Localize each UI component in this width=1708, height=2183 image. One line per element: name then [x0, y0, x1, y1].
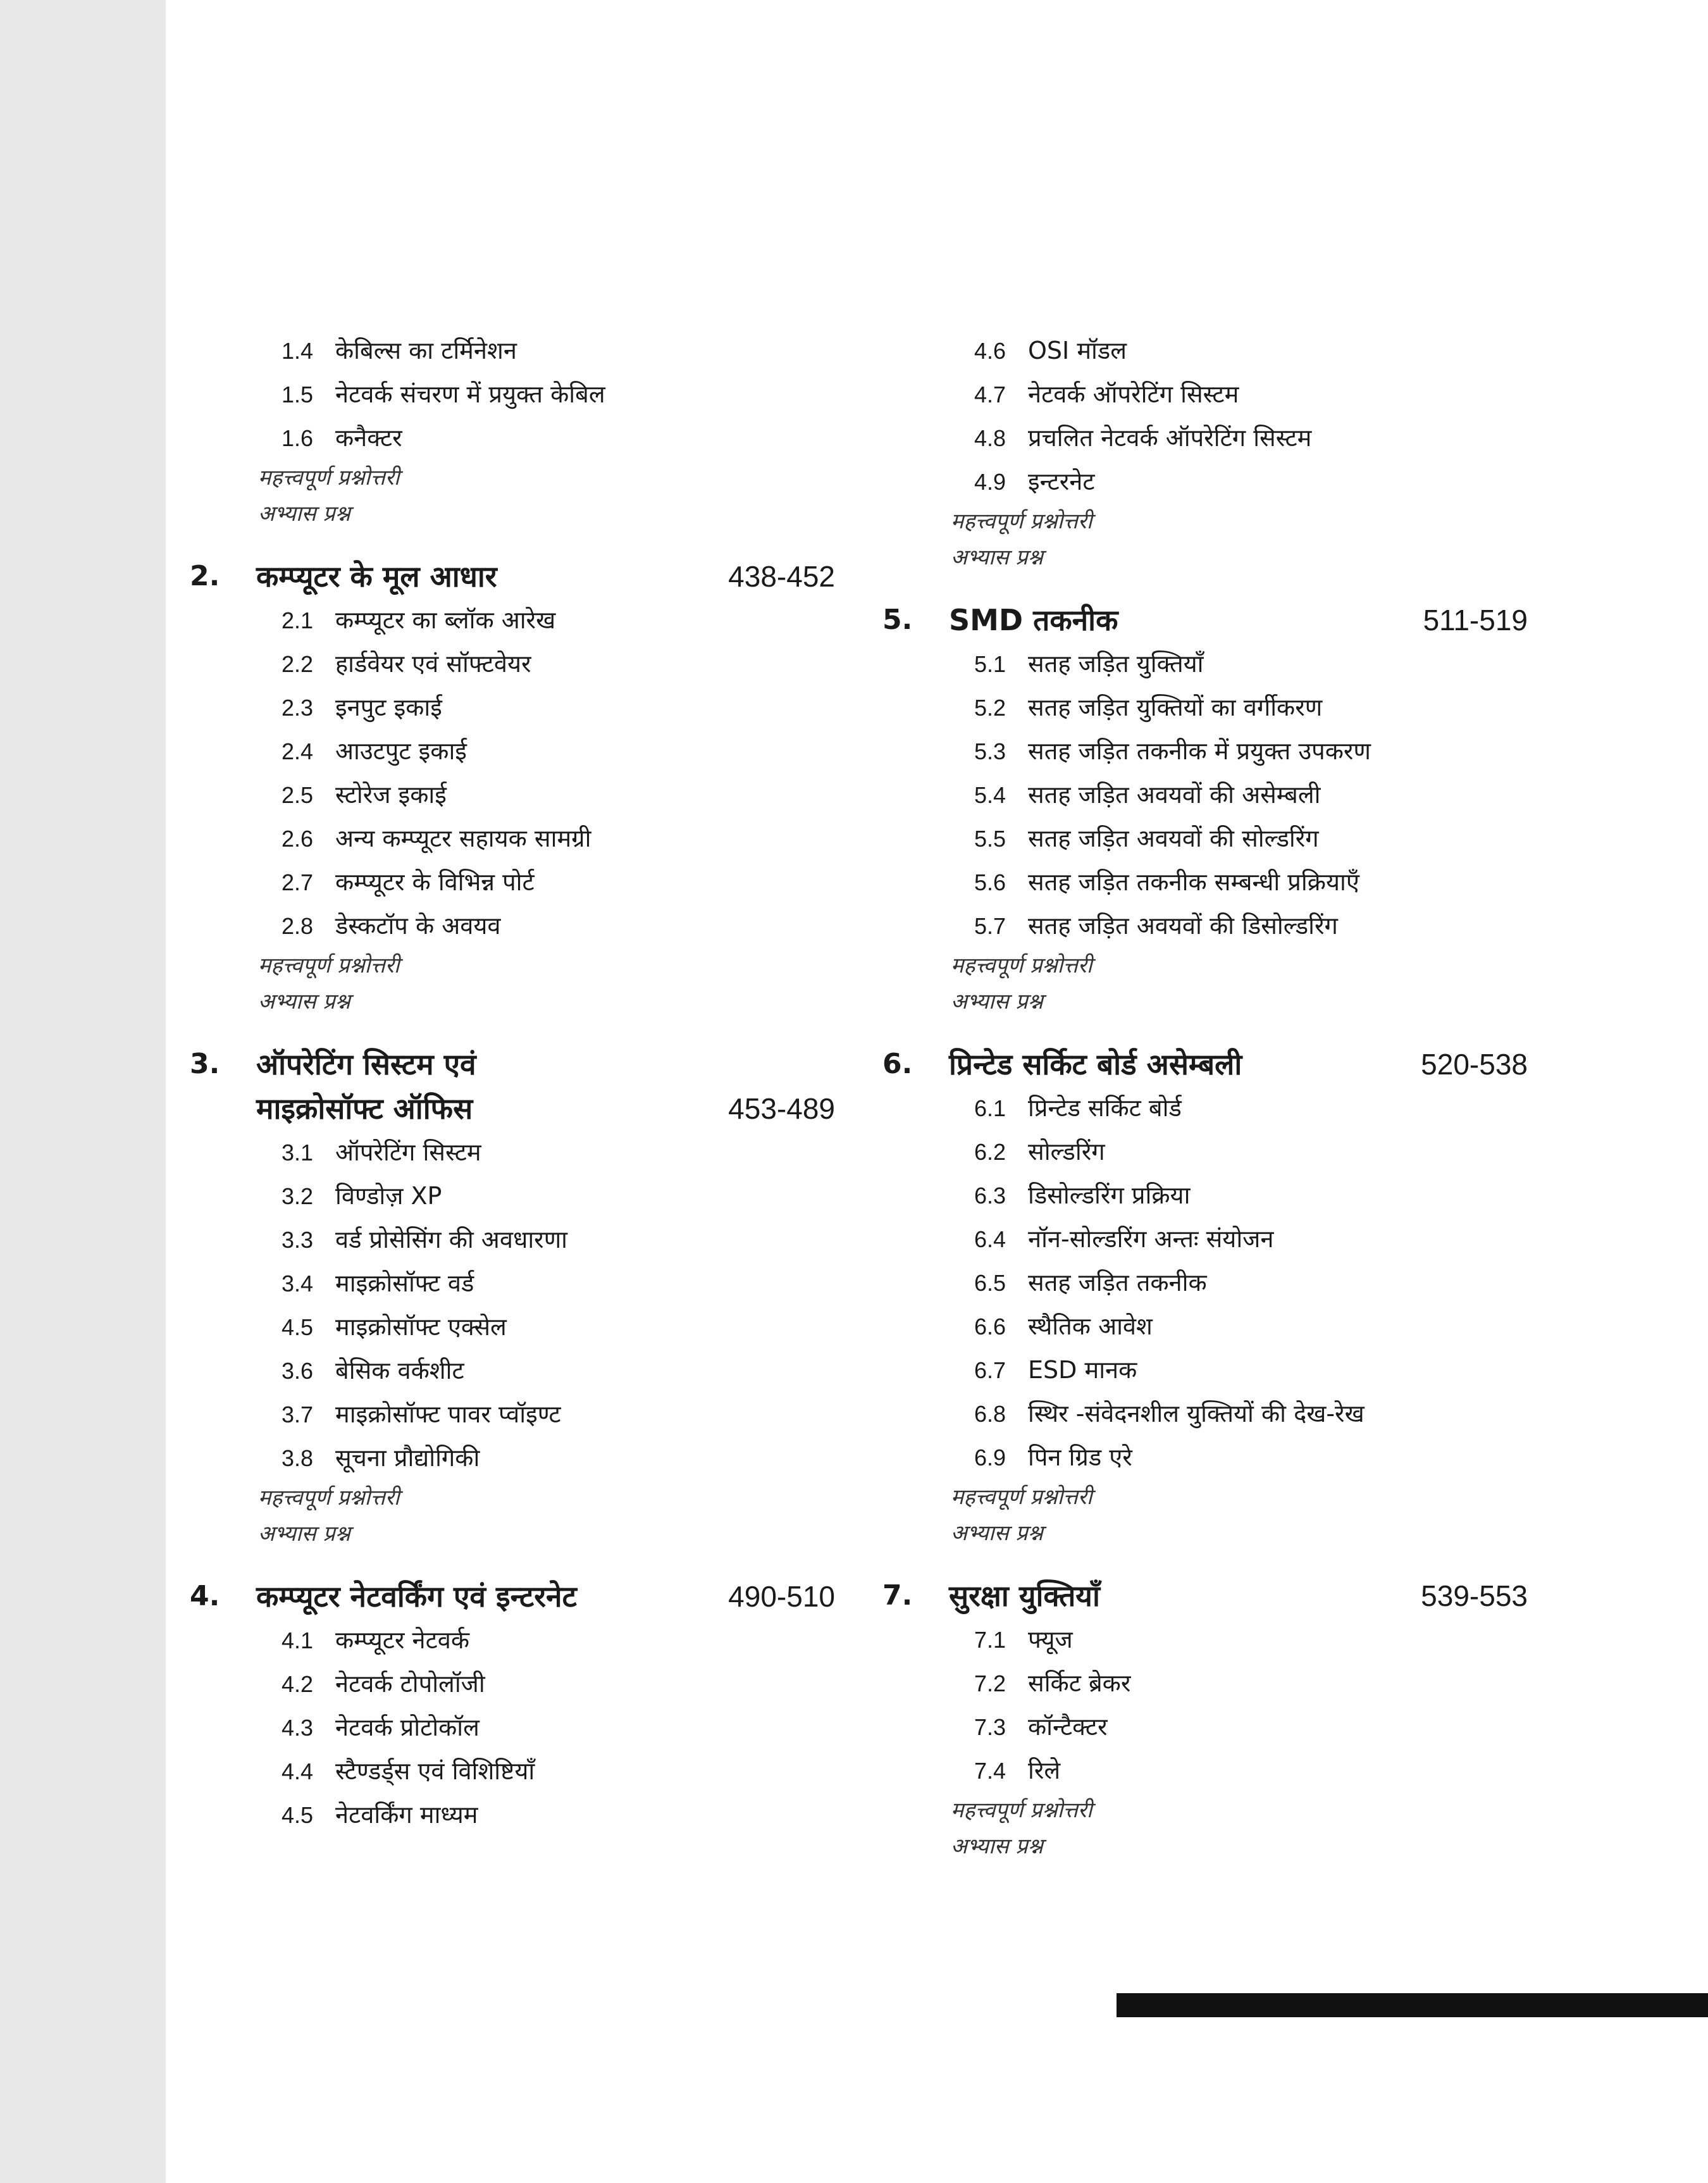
important-qa-label: महत्त्वपूर्ण प्रश्नोत्तरी: [258, 465, 400, 490]
item-number: 3.3: [282, 1227, 314, 1253]
chapter-6: [882, 1042, 1528, 1552]
chapter-heading[interactable]: [882, 1042, 1528, 1086]
item-number: 5.3: [974, 738, 1006, 764]
item-title: सतह जड़ित अवयवों की असेम्बली: [1028, 781, 1321, 809]
footer-bar: [1117, 1993, 1708, 2017]
item-number: 6.2: [974, 1139, 1006, 1165]
important-qa-label: महत्त्वपूर्ण प्रश्नोत्तरी: [951, 1798, 1092, 1823]
chapter-page-range: 511-519: [1423, 604, 1528, 637]
page-margin-strip: [0, 0, 166, 2183]
item-title: माइक्रोसॉफ्ट पावर प्वॉइण्ट: [335, 1400, 561, 1428]
item-title: रिले: [1028, 1757, 1061, 1784]
chapter-items: [190, 1619, 835, 1837]
toc-item[interactable]: [882, 817, 1528, 861]
item-number: 4.5: [282, 1314, 314, 1340]
item-number: 5.2: [974, 695, 1006, 721]
toc-item[interactable]: [190, 1750, 835, 1793]
item-number: 2.5: [282, 782, 314, 808]
item-number: 6.4: [974, 1226, 1006, 1252]
item-number: 2.4: [282, 738, 314, 764]
item-title: सतह जड़ित तकनीक: [1028, 1269, 1207, 1297]
item-number: 2.3: [282, 695, 314, 721]
item-number: 3.7: [282, 1402, 314, 1427]
toc-item[interactable]: [882, 642, 1528, 686]
toc-item[interactable]: [190, 1662, 835, 1706]
toc-item[interactable]: [882, 773, 1528, 817]
item-title: नेटवर्किंग माध्यम: [335, 1801, 478, 1829]
toc-item[interactable]: [190, 373, 835, 416]
chapter-page-range: 520-538: [1421, 1048, 1528, 1081]
toc-item[interactable]: [190, 329, 835, 373]
item-number: 4.3: [282, 1715, 314, 1741]
toc-item[interactable]: [882, 904, 1528, 948]
chapter-number: 2.: [190, 560, 220, 592]
item-number: 2.1: [282, 607, 314, 633]
item-title: कॉन्टैक्टर: [1028, 1713, 1108, 1741]
item-number: 7.2: [974, 1670, 1006, 1696]
toc-item[interactable]: [882, 460, 1528, 504]
important-qa-label: महत्त्वपूर्ण प्रश्नोत्तरी: [951, 1484, 1092, 1510]
item-title: डेस्कटॉप के अवयव: [335, 912, 501, 940]
item-title: सतह जड़ित अवयवों की डिसोल्डरिंग: [1028, 912, 1338, 940]
item-title: इनपुट इकाई: [335, 693, 442, 721]
toc-item[interactable]: [882, 1436, 1528, 1479]
chapter-title: प्रिन्टेड सर्किट बोर्ड असेम्बली: [949, 1047, 1242, 1081]
toc-item[interactable]: [190, 1436, 835, 1480]
item-number: 6.7: [974, 1357, 1006, 1383]
item-number: 4.6: [974, 338, 1006, 364]
toc-item[interactable]: [882, 686, 1528, 730]
chapter-4: [190, 1574, 835, 1837]
item-number: 2.7: [282, 869, 314, 895]
item-title: सोल्डरिंग: [1028, 1138, 1105, 1166]
chapter-items: [190, 599, 835, 948]
item-number: 4.8: [974, 425, 1006, 451]
important-qa-label: महत्त्वपूर्ण प्रश्नोत्तरी: [258, 953, 400, 978]
item-number: 5.6: [974, 869, 1006, 895]
chapter-title: [256, 1042, 476, 1131]
item-number: 4.9: [974, 469, 1006, 495]
item-title: पिन ग्रिड एरे: [1028, 1443, 1132, 1471]
item-title: अन्य कम्प्यूटर सहायक सामग्री: [335, 824, 591, 852]
item-title: प्रचलित नेटवर्क ऑपरेटिंग सिस्टम: [1028, 424, 1312, 452]
item-title: स्थिर -संवेदनशील युक्तियों की देख-रेख: [1028, 1400, 1365, 1427]
item-number: 6.3: [974, 1183, 1006, 1209]
chapter-title: कम्प्यूटर नेटवर्किंग एवं इन्टरनेट: [256, 1579, 577, 1614]
continued-items: [882, 329, 1528, 504]
toc-item[interactable]: [190, 1305, 835, 1349]
toc-item[interactable]: [882, 373, 1528, 416]
item-title: हार्डवेयर एवं सॉफ्टवेयर: [335, 650, 531, 678]
item-title: कम्प्यूटर का ब्लॉक आरेख: [335, 606, 556, 634]
toc-item[interactable]: [190, 773, 835, 817]
continued-items: [190, 329, 835, 460]
item-title: डिसोल्डरिंग प्रक्रिया: [1028, 1181, 1191, 1209]
chapter-items: [882, 1618, 1528, 1793]
item-title: OSI मॉडल: [1028, 337, 1127, 364]
item-number: 6.8: [974, 1401, 1006, 1427]
chapter-2: [190, 554, 835, 1020]
item-title: सतह जड़ित युक्तियाँ: [1028, 650, 1204, 678]
item-number: 5.5: [974, 826, 1006, 852]
toc-item[interactable]: [882, 1618, 1528, 1662]
toc-item[interactable]: [882, 1348, 1528, 1392]
item-title: सतह जड़ित अवयवों की सोल्डरिंग: [1028, 824, 1319, 852]
chapter-3: [190, 1042, 835, 1552]
toc-item[interactable]: [882, 1217, 1528, 1261]
item-title: सतह जड़ित तकनीक में प्रयुक्त उपकरण: [1028, 737, 1371, 765]
chapter-title-line-1: ऑपरेटिंग सिस्टम एवं: [256, 1047, 476, 1081]
item-title: इन्टरनेट: [1028, 468, 1095, 495]
chapter-title: सुरक्षा युक्तियाँ: [949, 1579, 1100, 1613]
item-title: ऑपरेटिंग सिस्टम: [335, 1138, 481, 1166]
item-title: ESD मानक: [1028, 1356, 1137, 1384]
toc-right-column: [882, 329, 1528, 1865]
toc-item[interactable]: [190, 686, 835, 730]
toc-item[interactable]: [190, 642, 835, 686]
toc-item[interactable]: [190, 1218, 835, 1262]
chapter-items: [882, 642, 1528, 948]
practice-questions-label: अभ्यास प्रश्न: [258, 1521, 350, 1546]
item-title: स्थैतिक आवेश: [1028, 1312, 1153, 1340]
item-number: 6.6: [974, 1314, 1006, 1340]
item-title: कम्प्यूटर नेटवर्क: [335, 1626, 470, 1654]
item-title: फ्यूज: [1028, 1626, 1073, 1653]
item-number: 6.1: [974, 1095, 1006, 1121]
item-number: 4.4: [282, 1758, 314, 1784]
toc-item[interactable]: [190, 904, 835, 948]
item-number: 5.4: [974, 782, 1006, 808]
important-qa-label: महत्त्वपूर्ण प्रश्नोत्तरी: [951, 953, 1092, 978]
toc-item[interactable]: [882, 1749, 1528, 1793]
toc-item[interactable]: [190, 1793, 835, 1837]
toc-item[interactable]: [882, 1662, 1528, 1705]
chapter-items: [190, 1131, 835, 1480]
important-qa-label: महत्त्वपूर्ण प्रश्नोत्तरी: [951, 509, 1092, 534]
important-qa-label: महत्त्वपूर्ण प्रश्नोत्तरी: [258, 1485, 400, 1510]
item-title: स्टोरेज इकाई: [335, 781, 447, 809]
item-title: सतह जड़ित तकनीक सम्बन्धी प्रक्रियाएँ: [1028, 868, 1359, 896]
toc-item[interactable]: [882, 1305, 1528, 1348]
item-title: वर्ड प्रोसेसिंग की अवधारणा: [335, 1226, 568, 1253]
item-number: 6.5: [974, 1270, 1006, 1296]
item-title: नॉन-सोल्डरिंग अन्तः संयोजन: [1028, 1225, 1274, 1253]
item-number: 3.6: [282, 1358, 314, 1384]
item-title: बेसिक वर्कशीट: [335, 1357, 464, 1384]
toc-item[interactable]: [882, 329, 1528, 373]
chapter-heading[interactable]: [882, 598, 1528, 642]
item-title: नेटवर्क ऑपरेटिंग सिस्टम: [1028, 380, 1239, 408]
toc-item[interactable]: [882, 730, 1528, 773]
toc-item[interactable]: [882, 1392, 1528, 1436]
chapter-7: [882, 1574, 1528, 1865]
toc-item[interactable]: [190, 817, 835, 861]
item-number: 3.8: [282, 1445, 314, 1471]
item-title: माइक्रोसॉफ्ट एक्सेल: [335, 1313, 507, 1341]
chapter-page-range: 453-489: [728, 1092, 835, 1125]
toc-item[interactable]: [190, 1349, 835, 1393]
practice-questions-label: अभ्यास प्रश्न: [951, 1834, 1043, 1859]
item-title: आउटपुट इकाई: [335, 737, 467, 765]
item-title: नेटवर्क टोपोलॉजी: [335, 1670, 485, 1698]
item-number: 3.4: [282, 1271, 314, 1297]
chapter-title-line-2: माइक्रोसॉफ्ट ऑफिस: [256, 1092, 473, 1126]
toc-item[interactable]: [882, 1261, 1528, 1305]
chapter-5: [882, 598, 1528, 1020]
item-title: केबिल्स का टर्मिनेशन: [335, 337, 517, 364]
toc-item[interactable]: [190, 861, 835, 904]
item-number: 1.6: [282, 425, 314, 451]
item-title: विण्डोज़ XP: [335, 1182, 442, 1210]
item-title: नेटवर्क संचरण में प्रयुक्त केबिल: [335, 380, 605, 408]
chapter-number: 6.: [882, 1048, 913, 1080]
item-number: 4.1: [282, 1627, 314, 1653]
item-number: 4.7: [974, 382, 1006, 407]
item-title: कनैक्टर: [335, 424, 402, 452]
toc-item[interactable]: [190, 1174, 835, 1218]
toc-item[interactable]: [882, 1130, 1528, 1174]
chapter-title: SMD तकनीक: [949, 603, 1118, 637]
chapter-number: 5.: [882, 604, 913, 636]
chapter-heading[interactable]: [882, 1574, 1528, 1618]
item-number: 4.5: [282, 1802, 314, 1828]
chapter-number: 3.: [190, 1048, 220, 1080]
chapter-heading[interactable]: [190, 1042, 835, 1131]
item-number: 2.2: [282, 651, 314, 677]
practice-questions-label: अभ्यास प्रश्न: [951, 989, 1043, 1014]
item-title: प्रिन्टेड सर्किट बोर्ड: [1028, 1094, 1182, 1122]
item-number: 5.7: [974, 913, 1006, 939]
toc-item[interactable]: [882, 416, 1528, 460]
chapter-page-range: 539-553: [1421, 1579, 1528, 1612]
toc-item[interactable]: [190, 1262, 835, 1305]
item-number: 1.5: [282, 382, 314, 407]
chapter-title: कम्प्यूटर के मूल आधार: [256, 559, 497, 594]
toc-item[interactable]: [882, 1705, 1528, 1749]
toc-item[interactable]: [190, 1706, 835, 1750]
practice-questions-label: अभ्यास प्रश्न: [951, 1521, 1043, 1546]
practice-questions-label: अभ्यास प्रश्न: [258, 989, 350, 1014]
item-number: 5.1: [974, 651, 1006, 677]
item-number: 7.1: [974, 1627, 1006, 1653]
toc-item[interactable]: [882, 1086, 1528, 1130]
item-number: 1.4: [282, 338, 314, 364]
item-number: 7.4: [974, 1758, 1006, 1784]
toc-item[interactable]: [190, 1393, 835, 1436]
item-number: 2.8: [282, 913, 314, 939]
item-title: सूचना प्रौद्योगिकी: [335, 1444, 480, 1472]
chapter-page-range: 438-452: [728, 560, 835, 593]
item-title: सतह जड़ित युक्तियों का वर्गीकरण: [1028, 693, 1323, 721]
item-title: नेटवर्क प्रोटोकॉल: [335, 1713, 480, 1741]
item-number: 7.3: [974, 1714, 1006, 1740]
item-title: माइक्रोसॉफ्ट वर्ड: [335, 1269, 474, 1297]
item-number: 2.6: [282, 826, 314, 852]
toc-item[interactable]: [190, 1131, 835, 1174]
chapter-page-range: 490-510: [728, 1580, 835, 1613]
chapter-items: [882, 1086, 1528, 1479]
toc-item[interactable]: [190, 599, 835, 642]
toc-item[interactable]: [882, 1174, 1528, 1217]
item-number: 3.1: [282, 1140, 314, 1166]
toc-item[interactable]: [882, 861, 1528, 904]
chapter-heading[interactable]: [190, 554, 835, 599]
item-number: 4.2: [282, 1671, 314, 1697]
toc-item[interactable]: [190, 1619, 835, 1662]
chapter-number: 4.: [190, 1580, 220, 1612]
chapter-heading[interactable]: [190, 1574, 835, 1619]
practice-questions-label: अभ्यास प्रश्न: [258, 501, 350, 526]
toc-item[interactable]: [190, 416, 835, 460]
item-number: 3.2: [282, 1183, 314, 1209]
item-title: स्टैण्डर्ड्स एवं विशिष्टियाँ: [335, 1757, 535, 1785]
toc-item[interactable]: [190, 730, 835, 773]
chapter-number: 7.: [882, 1579, 913, 1612]
toc-left-column: [190, 329, 835, 1837]
practice-questions-label: अभ्यास प्रश्न: [951, 545, 1043, 570]
item-number: 6.9: [974, 1445, 1006, 1471]
item-title: सर्किट ब्रेकर: [1028, 1669, 1131, 1697]
item-title: कम्प्यूटर के विभिन्न पोर्ट: [335, 868, 535, 896]
